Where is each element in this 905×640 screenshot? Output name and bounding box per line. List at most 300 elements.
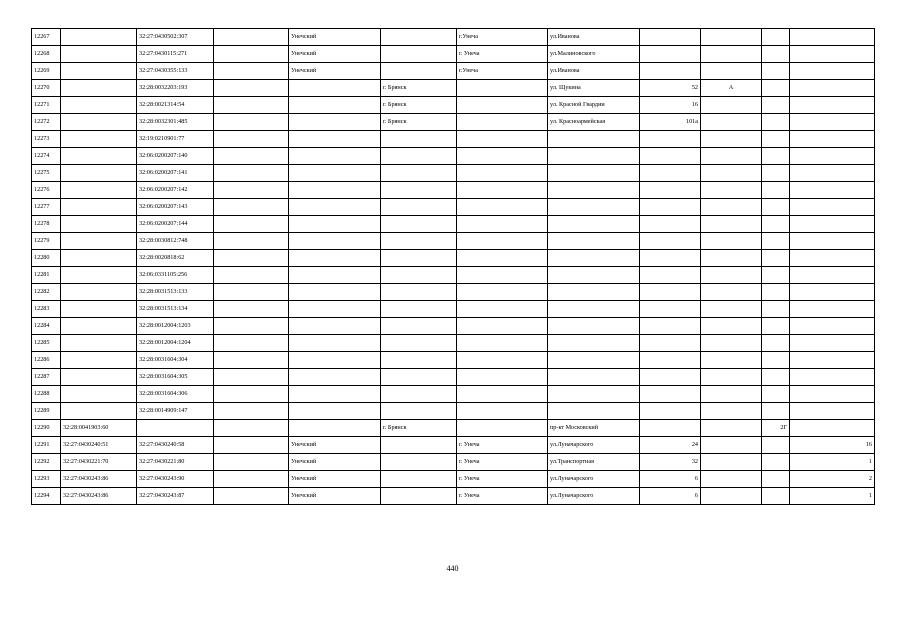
- row-number-cell: 12287: [32, 369, 61, 386]
- street-cell: ул.Луначарского: [548, 471, 640, 488]
- letter-cell: [701, 352, 762, 369]
- city-cell: г.Унеча: [457, 63, 548, 80]
- letter-cell: [701, 437, 762, 454]
- district-cell: [289, 131, 381, 148]
- cadastral-number-2-cell: 32:06:0200207:140: [137, 148, 214, 165]
- locality-cell: [381, 148, 457, 165]
- street-cell: ул. Щукина: [548, 80, 640, 97]
- house-number-cell: 52: [640, 80, 701, 97]
- locality-cell: [381, 403, 457, 420]
- row-number-cell: 12288: [32, 386, 61, 403]
- table-row: [32, 199, 875, 216]
- cadastral-number-cell: [61, 233, 137, 250]
- table-row: [32, 318, 875, 335]
- cadastral-number-2-cell: 32:27:0430221:80: [137, 454, 214, 471]
- empty-cell: [214, 488, 289, 505]
- building-cell: [762, 131, 790, 148]
- cadastral-number-cell: [61, 216, 137, 233]
- cadastral-number-cell: [61, 267, 137, 284]
- building-cell: [762, 488, 790, 505]
- table-row: [32, 386, 875, 403]
- district-cell: Унечский: [289, 471, 381, 488]
- building-cell: [762, 403, 790, 420]
- house-number-cell: [640, 131, 701, 148]
- letter-cell: [701, 386, 762, 403]
- house-number-cell: [640, 250, 701, 267]
- cadastral-number-cell: [61, 46, 137, 63]
- locality-cell: [381, 250, 457, 267]
- city-cell: [457, 250, 548, 267]
- register-table: [31, 28, 875, 505]
- cadastral-number-2-cell: 32:28:0030812:748: [137, 233, 214, 250]
- house-number-cell: [640, 216, 701, 233]
- building-cell: [762, 233, 790, 250]
- apartment-cell: [790, 148, 875, 165]
- row-number-cell: 12274: [32, 148, 61, 165]
- cadastral-number-2-cell: 32:27:0430240:58: [137, 437, 214, 454]
- empty-cell: [214, 182, 289, 199]
- cadastral-number-2-cell: 32:28:0021314:54: [137, 97, 214, 114]
- table-row: [32, 301, 875, 318]
- row-number-cell: 12286: [32, 352, 61, 369]
- street-cell: ул.Луначарского: [548, 488, 640, 505]
- house-number-cell: [640, 165, 701, 182]
- apartment-cell: [790, 216, 875, 233]
- cadastral-number-cell: [61, 165, 137, 182]
- locality-cell: [381, 216, 457, 233]
- district-cell: [289, 233, 381, 250]
- cadastral-number-cell: 32:27:0430243:86: [61, 471, 137, 488]
- locality-cell: [381, 437, 457, 454]
- letter-cell: [701, 420, 762, 437]
- house-number-cell: [640, 335, 701, 352]
- page-number: 440: [446, 564, 459, 573]
- city-cell: [457, 318, 548, 335]
- house-number-cell: [640, 318, 701, 335]
- district-cell: [289, 335, 381, 352]
- cadastral-number-2-cell: 32:27:0430243:90: [137, 471, 214, 488]
- district-cell: [289, 182, 381, 199]
- city-cell: [457, 386, 548, 403]
- house-number-cell: [640, 386, 701, 403]
- letter-cell: [701, 301, 762, 318]
- cadastral-number-cell: 32:28:0041903:60: [61, 420, 137, 437]
- letter-cell: [701, 471, 762, 488]
- cadastral-number-2-cell: 32:28:0012004:1203: [137, 318, 214, 335]
- row-number-cell: 12269: [32, 63, 61, 80]
- table-row: [32, 454, 875, 471]
- district-cell: Унечский: [289, 29, 381, 46]
- building-cell: [762, 46, 790, 63]
- house-number-cell: [640, 182, 701, 199]
- district-cell: Унечский: [289, 454, 381, 471]
- city-cell: [457, 369, 548, 386]
- street-cell: [548, 352, 640, 369]
- locality-cell: [381, 488, 457, 505]
- cadastral-number-2-cell: 32:06:0200207:142: [137, 182, 214, 199]
- locality-cell: [381, 46, 457, 63]
- table-row: [32, 267, 875, 284]
- cadastral-number-2-cell: 32:28:0031604:305: [137, 369, 214, 386]
- cadastral-number-2-cell: 32:19:0210901:77: [137, 131, 214, 148]
- building-cell: 2Г: [762, 420, 790, 437]
- district-cell: [289, 403, 381, 420]
- apartment-cell: 16: [790, 437, 875, 454]
- empty-cell: [214, 318, 289, 335]
- table-row: [32, 284, 875, 301]
- building-cell: [762, 199, 790, 216]
- table-row: [32, 420, 875, 437]
- letter-cell: [701, 369, 762, 386]
- cadastral-number-2-cell: 32:28:0031513:134: [137, 301, 214, 318]
- street-cell: [548, 403, 640, 420]
- empty-cell: [214, 437, 289, 454]
- locality-cell: г. Брянск: [381, 97, 457, 114]
- letter-cell: [701, 454, 762, 471]
- empty-cell: [214, 250, 289, 267]
- district-cell: [289, 114, 381, 131]
- district-cell: [289, 97, 381, 114]
- letter-cell: [701, 216, 762, 233]
- building-cell: [762, 80, 790, 97]
- building-cell: [762, 369, 790, 386]
- letter-cell: [701, 97, 762, 114]
- street-cell: [548, 233, 640, 250]
- locality-cell: [381, 267, 457, 284]
- row-number-cell: 12285: [32, 335, 61, 352]
- street-cell: [548, 182, 640, 199]
- district-cell: [289, 199, 381, 216]
- cadastral-number-cell: [61, 250, 137, 267]
- cadastral-number-2-cell: 32:27:0430355:133: [137, 63, 214, 80]
- building-cell: [762, 182, 790, 199]
- apartment-cell: [790, 46, 875, 63]
- street-cell: ул.Транспортная: [548, 454, 640, 471]
- cadastral-number-2-cell: 32:06:0200207:141: [137, 165, 214, 182]
- building-cell: [762, 335, 790, 352]
- house-number-cell: [640, 148, 701, 165]
- building-cell: [762, 352, 790, 369]
- city-cell: г. Унеча: [457, 437, 548, 454]
- cadastral-number-cell: [61, 386, 137, 403]
- house-number-cell: [640, 233, 701, 250]
- row-number-cell: 12282: [32, 284, 61, 301]
- empty-cell: [214, 199, 289, 216]
- city-cell: [457, 114, 548, 131]
- city-cell: [457, 165, 548, 182]
- district-cell: Унечский: [289, 488, 381, 505]
- letter-cell: [701, 199, 762, 216]
- apartment-cell: [790, 386, 875, 403]
- street-cell: [548, 301, 640, 318]
- locality-cell: [381, 335, 457, 352]
- cadastral-number-cell: [61, 148, 137, 165]
- letter-cell: [701, 182, 762, 199]
- cadastral-number-cell: [61, 301, 137, 318]
- table-body: [32, 29, 875, 505]
- locality-cell: г. Брянск: [381, 114, 457, 131]
- empty-cell: [214, 454, 289, 471]
- cadastral-number-2-cell: 32:28:0031604:304: [137, 352, 214, 369]
- building-cell: [762, 318, 790, 335]
- district-cell: [289, 301, 381, 318]
- street-cell: [548, 250, 640, 267]
- street-cell: ул. Красноармейская: [548, 114, 640, 131]
- table-row: [32, 216, 875, 233]
- table-row: [32, 488, 875, 505]
- apartment-cell: [790, 182, 875, 199]
- building-cell: [762, 114, 790, 131]
- locality-cell: [381, 318, 457, 335]
- street-cell: ул. Красной Гвардии: [548, 97, 640, 114]
- letter-cell: [701, 233, 762, 250]
- house-number-cell: [640, 29, 701, 46]
- city-cell: г. Унеча: [457, 471, 548, 488]
- building-cell: [762, 63, 790, 80]
- house-number-cell: [640, 267, 701, 284]
- house-number-cell: [640, 46, 701, 63]
- row-number-cell: 12278: [32, 216, 61, 233]
- table-row: [32, 80, 875, 97]
- city-cell: [457, 352, 548, 369]
- street-cell: [548, 131, 640, 148]
- cadastral-number-2-cell: 32:28:0020818:62: [137, 250, 214, 267]
- empty-cell: [214, 165, 289, 182]
- street-cell: ул.Иванова: [548, 63, 640, 80]
- letter-cell: [701, 267, 762, 284]
- empty-cell: [214, 335, 289, 352]
- apartment-cell: 1: [790, 454, 875, 471]
- table-row: [32, 148, 875, 165]
- locality-cell: [381, 352, 457, 369]
- empty-cell: [214, 267, 289, 284]
- locality-cell: [381, 471, 457, 488]
- apartment-cell: [790, 352, 875, 369]
- city-cell: [457, 233, 548, 250]
- house-number-cell: 16: [640, 97, 701, 114]
- table-row: [32, 114, 875, 131]
- building-cell: [762, 148, 790, 165]
- table-row: [32, 335, 875, 352]
- letter-cell: [701, 250, 762, 267]
- city-cell: [457, 182, 548, 199]
- letter-cell: А: [701, 80, 762, 97]
- row-number-cell: 12267: [32, 29, 61, 46]
- apartment-cell: [790, 284, 875, 301]
- apartment-cell: [790, 267, 875, 284]
- city-cell: г. Унеча: [457, 454, 548, 471]
- empty-cell: [214, 114, 289, 131]
- cadastral-number-2-cell: 32:27:0430115:271: [137, 46, 214, 63]
- row-number-cell: 12291: [32, 437, 61, 454]
- empty-cell: [214, 386, 289, 403]
- cadastral-number-cell: [61, 29, 137, 46]
- cadastral-number-2-cell: 32:28:0012004:1204: [137, 335, 214, 352]
- empty-cell: [214, 420, 289, 437]
- city-cell: [457, 267, 548, 284]
- cadastral-number-cell: [61, 284, 137, 301]
- row-number-cell: 12279: [32, 233, 61, 250]
- locality-cell: [381, 131, 457, 148]
- building-cell: [762, 284, 790, 301]
- house-number-cell: 101а: [640, 114, 701, 131]
- apartment-cell: [790, 335, 875, 352]
- table-row: [32, 131, 875, 148]
- street-cell: [548, 386, 640, 403]
- apartment-cell: [790, 97, 875, 114]
- table-row: [32, 233, 875, 250]
- empty-cell: [214, 403, 289, 420]
- table-row: [32, 437, 875, 454]
- city-cell: [457, 216, 548, 233]
- city-cell: г. Унеча: [457, 46, 548, 63]
- city-cell: г. Унеча: [457, 488, 548, 505]
- empty-cell: [214, 233, 289, 250]
- house-number-cell: 24: [640, 437, 701, 454]
- empty-cell: [214, 80, 289, 97]
- apartment-cell: 2: [790, 471, 875, 488]
- building-cell: [762, 301, 790, 318]
- district-cell: [289, 369, 381, 386]
- cadastral-number-cell: [61, 335, 137, 352]
- row-number-cell: 12289: [32, 403, 61, 420]
- cadastral-number-2-cell: 32:28:0031604:306: [137, 386, 214, 403]
- empty-cell: [214, 63, 289, 80]
- empty-cell: [214, 29, 289, 46]
- cadastral-number-cell: 32:27:0430243:86: [61, 488, 137, 505]
- district-cell: [289, 284, 381, 301]
- row-number-cell: 12293: [32, 471, 61, 488]
- house-number-cell: 32: [640, 454, 701, 471]
- house-number-cell: [640, 420, 701, 437]
- district-cell: Унечский: [289, 437, 381, 454]
- row-number-cell: 12275: [32, 165, 61, 182]
- building-cell: [762, 165, 790, 182]
- apartment-cell: [790, 165, 875, 182]
- row-number-cell: 12277: [32, 199, 61, 216]
- apartment-cell: [790, 233, 875, 250]
- locality-cell: [381, 182, 457, 199]
- cadastral-number-2-cell: 32:27:0430243:87: [137, 488, 214, 505]
- table-row: [32, 165, 875, 182]
- house-number-cell: [640, 352, 701, 369]
- locality-cell: [381, 233, 457, 250]
- table-row: [32, 46, 875, 63]
- cadastral-number-2-cell: 32:06:0331105:256: [137, 267, 214, 284]
- street-cell: [548, 165, 640, 182]
- apartment-cell: [790, 131, 875, 148]
- apartment-cell: [790, 403, 875, 420]
- row-number-cell: 12271: [32, 97, 61, 114]
- street-cell: [548, 216, 640, 233]
- house-number-cell: 6: [640, 471, 701, 488]
- locality-cell: [381, 199, 457, 216]
- letter-cell: [701, 488, 762, 505]
- city-cell: [457, 301, 548, 318]
- house-number-cell: [640, 284, 701, 301]
- building-cell: [762, 267, 790, 284]
- city-cell: [457, 335, 548, 352]
- row-number-cell: 12273: [32, 131, 61, 148]
- cadastral-number-2-cell: [137, 420, 214, 437]
- district-cell: Унечский: [289, 46, 381, 63]
- table-row: [32, 352, 875, 369]
- district-cell: [289, 216, 381, 233]
- locality-cell: [381, 386, 457, 403]
- cadastral-number-cell: 32:27:0430221:70: [61, 454, 137, 471]
- letter-cell: [701, 335, 762, 352]
- apartment-cell: [790, 80, 875, 97]
- house-number-cell: [640, 199, 701, 216]
- letter-cell: [701, 403, 762, 420]
- street-cell: [548, 199, 640, 216]
- district-cell: [289, 318, 381, 335]
- row-number-cell: 12283: [32, 301, 61, 318]
- empty-cell: [214, 352, 289, 369]
- locality-cell: [381, 284, 457, 301]
- row-number-cell: 12290: [32, 420, 61, 437]
- building-cell: [762, 216, 790, 233]
- letter-cell: [701, 114, 762, 131]
- apartment-cell: [790, 301, 875, 318]
- cadastral-number-2-cell: 32:06:0200207:143: [137, 199, 214, 216]
- apartment-cell: [790, 29, 875, 46]
- locality-cell: [381, 63, 457, 80]
- street-cell: ул.Иванова: [548, 29, 640, 46]
- letter-cell: [701, 29, 762, 46]
- letter-cell: [701, 318, 762, 335]
- city-cell: г.Унеча: [457, 29, 548, 46]
- district-cell: [289, 148, 381, 165]
- street-cell: [548, 335, 640, 352]
- district-cell: Унечский: [289, 63, 381, 80]
- building-cell: [762, 97, 790, 114]
- letter-cell: [701, 46, 762, 63]
- empty-cell: [214, 284, 289, 301]
- city-cell: [457, 199, 548, 216]
- letter-cell: [701, 165, 762, 182]
- district-cell: [289, 386, 381, 403]
- table-row: [32, 182, 875, 199]
- cadastral-number-cell: [61, 80, 137, 97]
- building-cell: [762, 437, 790, 454]
- street-cell: пр-кт Московский: [548, 420, 640, 437]
- table-row: [32, 403, 875, 420]
- locality-cell: [381, 165, 457, 182]
- row-number-cell: 12281: [32, 267, 61, 284]
- apartment-cell: [790, 250, 875, 267]
- row-number-cell: 12272: [32, 114, 61, 131]
- locality-cell: г. Брянск: [381, 420, 457, 437]
- locality-cell: [381, 29, 457, 46]
- row-number-cell: 12280: [32, 250, 61, 267]
- street-cell: ул.Луначарского: [548, 437, 640, 454]
- city-cell: [457, 403, 548, 420]
- apartment-cell: [790, 369, 875, 386]
- street-cell: [548, 318, 640, 335]
- cadastral-number-cell: [61, 352, 137, 369]
- city-cell: [457, 80, 548, 97]
- cadastral-number-cell: [61, 114, 137, 131]
- building-cell: [762, 471, 790, 488]
- table-row: [32, 471, 875, 488]
- cadastral-number-cell: 32:27:0430240:51: [61, 437, 137, 454]
- letter-cell: [701, 284, 762, 301]
- empty-cell: [214, 216, 289, 233]
- cadastral-number-2-cell: 32:06:0200207:144: [137, 216, 214, 233]
- city-cell: [457, 284, 548, 301]
- apartment-cell: [790, 114, 875, 131]
